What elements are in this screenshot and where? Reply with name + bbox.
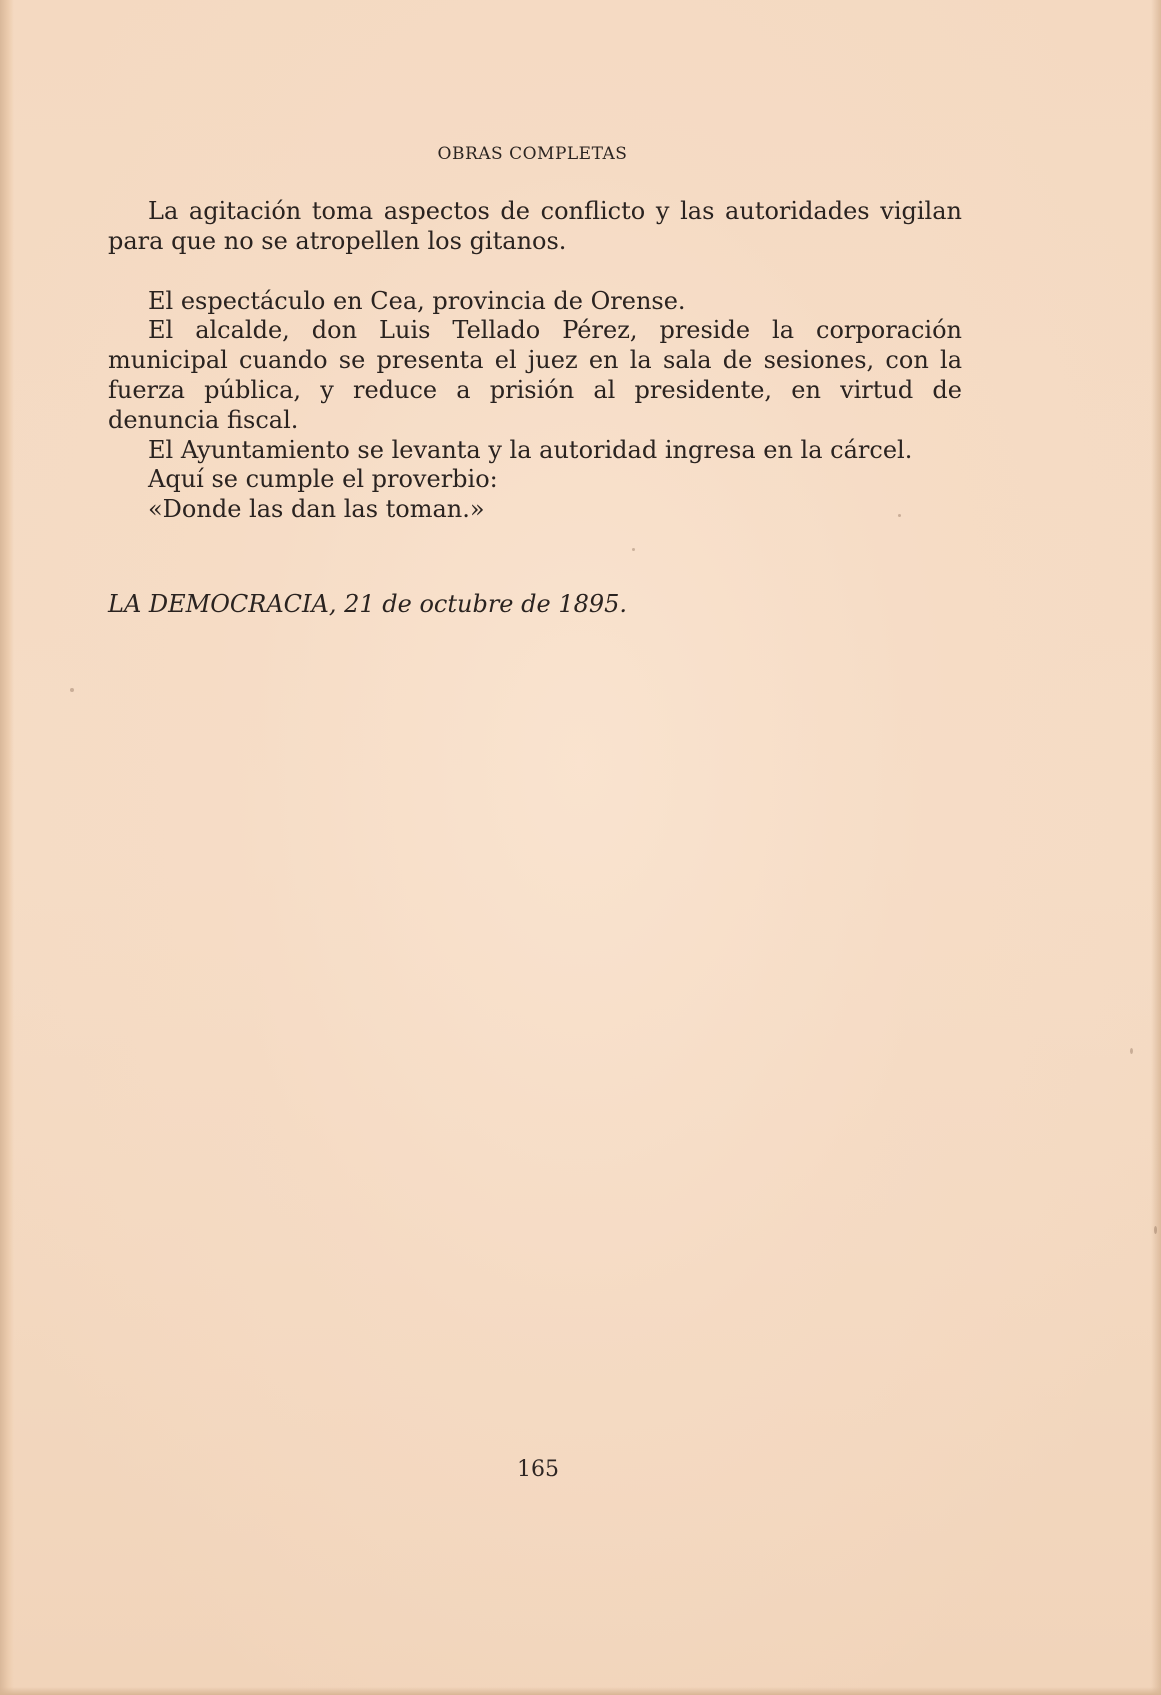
running-header: OBRAS COMPLETAS (437, 144, 628, 164)
paper-speck (1154, 1226, 1157, 1234)
paper-speck (632, 548, 635, 551)
paragraph: El Ayuntamiento se levanta y la autoridad ingresa en la cárcel. (148, 435, 913, 464)
paragraph: «Donde las dan las toman.» (148, 495, 485, 524)
source-citation: LA DEMOCRACIA, 21 de octubre de 1895. (108, 590, 628, 618)
paragraph: La agitación toma aspectos de conflicto y las autoridades vigilan para que no se atropellen los gitanos. (108, 197, 962, 255)
paragraph: El alcalde, don Luis Tellado Pérez, preside la corporación municipal cuando se presenta el juez en la sala de sesiones, con la fuerza pública, y reduce a prisión al presidente, en virtud de denuncia fiscal. (108, 316, 962, 434)
page-left-edge-shadow (0, 0, 14, 1695)
page-number: 165 (517, 1457, 559, 1482)
body-text (108, 197, 962, 525)
page-bottom-edge-shadow (0, 1687, 1161, 1695)
paper-speck (898, 514, 901, 517)
paragraph: El espectáculo en Cea, provincia de Orense. (148, 286, 686, 315)
paper-speck (70, 688, 74, 692)
page-right-edge-shadow (1151, 0, 1161, 1695)
paragraph: Aquí se cumple el proverbio: (148, 465, 498, 494)
paper-speck (1130, 1048, 1133, 1054)
